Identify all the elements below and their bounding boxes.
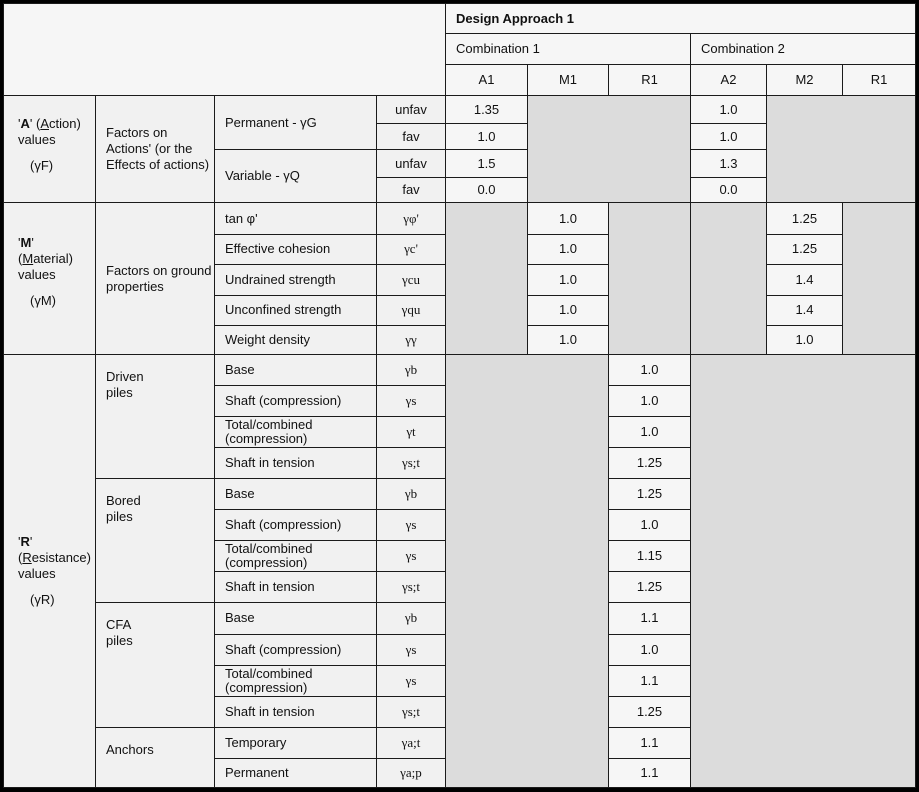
cell-r1: 1.1	[609, 727, 691, 758]
cell-a2: 1.3	[691, 150, 767, 178]
gamma-symbol: γs;t	[377, 448, 446, 479]
cond-unfav: unfav	[377, 96, 446, 124]
row-label-variable: Variable - γQ	[215, 150, 377, 203]
gamma-symbol: γs	[377, 510, 446, 541]
row-label: Shaft in tension	[215, 696, 377, 727]
cell-r1: 1.0	[609, 634, 691, 665]
cell-r1: 1.15	[609, 541, 691, 572]
row-label: Temporary	[215, 727, 377, 758]
row-label: Shaft in tension	[215, 448, 377, 479]
gamma-symbol: γγ	[377, 325, 446, 354]
gamma-symbol: γa;p	[377, 758, 446, 787]
gamma-symbol: γs;t	[377, 696, 446, 727]
gamma-symbol: γb	[377, 354, 446, 385]
cell-a1: 0.0	[446, 178, 528, 203]
col-header-a1: A1	[446, 65, 528, 96]
cell-a1: 1.0	[446, 124, 528, 150]
cond-fav: fav	[377, 178, 446, 203]
shade-block	[528, 96, 691, 203]
group-bored-piles: Bored piles	[96, 479, 215, 603]
section-r-label: 'R' (Resistance) values (γR)	[4, 354, 96, 787]
cell-r1: 1.1	[609, 665, 691, 696]
gamma-symbol: γφ'	[377, 203, 446, 234]
col-header-r1-comb2: R1	[843, 65, 916, 96]
cell-a1: 1.35	[446, 96, 528, 124]
gamma-symbol: γqu	[377, 295, 446, 325]
header-blank	[4, 4, 446, 96]
cell-r1: 1.0	[609, 354, 691, 385]
row-label: tan φ'	[215, 203, 377, 234]
gamma-symbol: γs	[377, 385, 446, 416]
gamma-symbol: γs	[377, 634, 446, 665]
group-anchors: Anchors	[96, 727, 215, 787]
cell-r1: 1.1	[609, 758, 691, 787]
shade-block	[446, 354, 609, 787]
gamma-symbol: γs;t	[377, 572, 446, 603]
col-header-m1: M1	[528, 65, 609, 96]
design-approach-title: Design Approach 1	[446, 4, 916, 34]
cell-a2: 1.0	[691, 96, 767, 124]
cond-unfav: unfav	[377, 150, 446, 178]
row-label-permanent: Permanent - γG	[215, 96, 377, 150]
combination-1-label: Combination 1	[446, 34, 691, 65]
group-factors-on-ground: Factors on ground properties	[96, 203, 215, 354]
cell-r1: 1.0	[609, 385, 691, 416]
cell-m1: 1.0	[528, 295, 609, 325]
gamma-symbol: γcu	[377, 264, 446, 295]
row-label: Total/combined (compression)	[215, 665, 377, 696]
cell-r1: 1.25	[609, 696, 691, 727]
shade-block	[691, 354, 916, 787]
gamma-symbol: γb	[377, 479, 446, 510]
cell-r1: 1.0	[609, 510, 691, 541]
shade-block	[691, 203, 767, 354]
header-row-1	[4, 4, 916, 34]
cell-m1: 1.0	[528, 234, 609, 264]
cell-a2: 0.0	[691, 178, 767, 203]
shade-block	[843, 203, 916, 354]
cell-a1: 1.5	[446, 150, 528, 178]
gamma-symbol: γc'	[377, 234, 446, 264]
shade-block	[609, 203, 691, 354]
cell-m2: 1.25	[767, 234, 843, 264]
row-label: Total/combined (compression)	[215, 541, 377, 572]
cell-r1: 1.0	[609, 416, 691, 447]
gamma-symbol: γb	[377, 603, 446, 634]
cond-fav: fav	[377, 124, 446, 150]
cell-r1: 1.25	[609, 448, 691, 479]
row-label: Base	[215, 354, 377, 385]
row-label: Effective cohesion	[215, 234, 377, 264]
cell-m1: 1.0	[528, 203, 609, 234]
row-label: Base	[215, 479, 377, 510]
row-label: Unconfined strength	[215, 295, 377, 325]
col-header-a2: A2	[691, 65, 767, 96]
cell-m1: 1.0	[528, 264, 609, 295]
row-label: Permanent	[215, 758, 377, 787]
cell-r1: 1.25	[609, 572, 691, 603]
row-label: Total/combined (compression)	[215, 416, 377, 447]
cell-m2: 1.4	[767, 295, 843, 325]
row-label: Undrained strength	[215, 264, 377, 295]
row-label: Base	[215, 603, 377, 634]
cell-m2: 1.4	[767, 264, 843, 295]
col-header-m2: M2	[767, 65, 843, 96]
gamma-symbol: γa;t	[377, 727, 446, 758]
row-label: Shaft in tension	[215, 572, 377, 603]
gamma-symbol: γs	[377, 541, 446, 572]
section-m-label: 'M' (Material) values (γM)	[4, 203, 96, 354]
partial-factors-table-container	[3, 3, 915, 788]
group-driven-piles: Driven piles	[96, 354, 215, 478]
row-label: Shaft (compression)	[215, 510, 377, 541]
cell-m2: 1.25	[767, 203, 843, 234]
row-label: Shaft (compression)	[215, 385, 377, 416]
table-row	[4, 96, 916, 124]
cell-m2: 1.0	[767, 325, 843, 354]
cell-m1: 1.0	[528, 325, 609, 354]
row-label: Shaft (compression)	[215, 634, 377, 665]
section-a-label: 'A' (Action) values (γF)	[4, 96, 96, 203]
cell-r1: 1.25	[609, 479, 691, 510]
cell-r1: 1.1	[609, 603, 691, 634]
partial-factors-table	[3, 3, 916, 788]
col-header-r1: R1	[609, 65, 691, 96]
group-cfa-piles: CFA piles	[96, 603, 215, 727]
shade-block	[767, 96, 916, 203]
gamma-symbol: γs	[377, 665, 446, 696]
cell-a2: 1.0	[691, 124, 767, 150]
group-factors-on-actions: Factors on Actions' (or the Effects of actions)	[96, 96, 215, 203]
table-row	[4, 354, 916, 385]
shade-block	[446, 203, 528, 354]
gamma-symbol: γt	[377, 416, 446, 447]
row-label: Weight density	[215, 325, 377, 354]
table-row	[4, 203, 916, 234]
combination-2-label: Combination 2	[691, 34, 916, 65]
